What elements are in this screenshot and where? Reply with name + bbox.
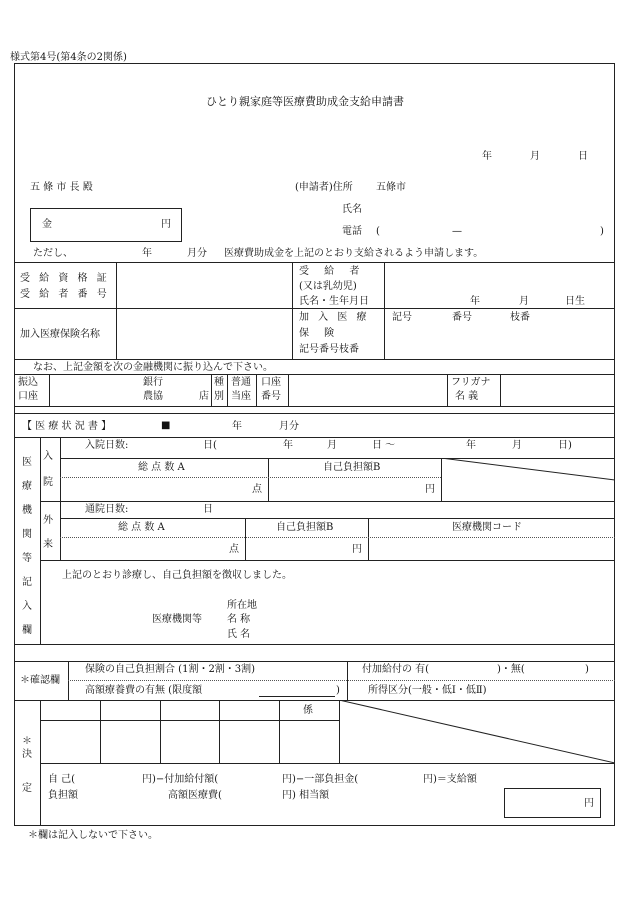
- bank-shubetsu-2: 別: [214, 391, 224, 402]
- org-address-label: 所在地: [227, 600, 257, 611]
- bank-shubetsu-1: 種: [214, 377, 224, 388]
- inpatient-label-2: 院: [43, 477, 53, 488]
- decision-jiko: 自 己(: [48, 774, 76, 785]
- confirm-income: 所得区分(一般・低Ⅰ・低Ⅱ): [368, 685, 487, 696]
- date-day-label: 日: [578, 151, 588, 162]
- org-person-label: 氏 名: [227, 629, 251, 640]
- inpatient-from-year: 年: [283, 440, 293, 451]
- decision-label-2: 定: [22, 783, 32, 794]
- proviso-month: 月分: [187, 248, 207, 259]
- medical-side-char: 関: [22, 529, 32, 540]
- insurance-mid-2: 保 険: [299, 328, 341, 339]
- recipient-birth-year: 年: [470, 296, 480, 307]
- medical-side-char: 記: [22, 577, 32, 588]
- bank-furigana: フリガナ: [451, 377, 491, 388]
- footnote: ＊欄は記入しないで下さい。: [28, 830, 158, 841]
- bank-koza: 口座: [261, 377, 281, 388]
- insurance-edaban: 枝番: [510, 312, 530, 323]
- applicant-phone-close: ): [600, 226, 604, 237]
- recipient-birth-month: 月: [519, 296, 529, 307]
- outpatient-day: 日: [203, 504, 213, 515]
- decision-strike: [339, 700, 615, 763]
- confirm-kogaku: 高額療養費の有無 (限度額: [85, 685, 203, 696]
- recipient-label-1: 受 給 資 格 証: [20, 273, 110, 284]
- decision-fuka-end: 円)−一部負担金(: [282, 774, 359, 785]
- bank-meigi: 名 義: [455, 391, 479, 402]
- outpatient-label-1: 外: [43, 515, 53, 526]
- medical-marker: ■: [161, 420, 171, 431]
- inpatient-to-year: 年: [466, 440, 476, 451]
- recipient-person-3: 氏名・生年月日: [299, 296, 369, 307]
- decision-futan: 負担額: [48, 790, 78, 801]
- medical-confirm-text: 上記のとおり診療し、自己負担額を徴収しました。: [62, 570, 292, 581]
- inpatient-from-day: 日 〜: [372, 440, 396, 451]
- inpatient-point-unit: 点: [252, 484, 262, 495]
- decision-kakari: 係: [303, 705, 313, 716]
- confirm-kogaku-end: ): [336, 685, 340, 696]
- form-title: ひとり親家庭等医療費助成金支給申請書: [206, 95, 404, 108]
- confirm-ratio: 保険の自己負担割合 (1割・2割・3割): [85, 664, 256, 675]
- insurance-mid-1: 加 入 医 療: [299, 312, 370, 323]
- outpatient-days-label: 通院日数:: [85, 504, 129, 515]
- proviso-year: 年: [142, 248, 152, 259]
- date-year-label: 年: [482, 151, 492, 162]
- org-name-label: 名 称: [227, 614, 251, 625]
- bank-ten: 店: [199, 391, 209, 402]
- bank-furikomi-2: 口座: [18, 391, 38, 402]
- insurance-bango: 番号: [452, 312, 472, 323]
- outpatient-point-unit: 点: [229, 544, 239, 555]
- proviso-prefix: ただし、: [33, 248, 73, 259]
- bank-bango: 番号: [261, 391, 281, 402]
- decision-jiko-end: 円)−付加給付額(: [142, 774, 219, 785]
- recipient-birth-day: 日生: [565, 296, 585, 307]
- medical-year: 年: [232, 421, 242, 432]
- medical-side-char: 機: [22, 505, 32, 516]
- date-month-label: 月: [530, 151, 540, 162]
- proviso-text: 医療費助成金を上記のとおり支給されるよう申請します。: [224, 248, 484, 259]
- medical-month: 月分: [279, 421, 299, 432]
- medical-header: 【 医 療 状 況 書 】: [22, 421, 112, 432]
- recipient-label-2: 受 給 者 番 号: [20, 289, 110, 300]
- applicant-phone-open: (: [376, 226, 380, 237]
- inpatient-yen: 円: [425, 484, 435, 495]
- medical-side-char: 欄: [22, 625, 32, 636]
- insurance-mid-3: 記号番号枝番: [299, 344, 359, 355]
- outpatient-yen: 円: [352, 544, 362, 555]
- applicant-address-value: 五條市: [376, 182, 406, 193]
- bank-furikomi-1: 振込: [18, 377, 38, 388]
- amount-box[interactable]: [30, 208, 182, 242]
- inpatient-copay-label: 自己負担額B: [323, 462, 381, 473]
- decision-yen: 円: [584, 798, 594, 809]
- confirm-additional-end: ): [585, 664, 589, 675]
- inpatient-day: 日(: [203, 440, 217, 451]
- medical-side-char: 等: [22, 553, 32, 564]
- applicant-name-label: 氏名: [342, 204, 362, 215]
- confirm-additional: 付加給付の 有(: [362, 664, 430, 675]
- medical-side-char: 療: [22, 481, 32, 492]
- applicant-address-label: (申請者)住所: [295, 182, 353, 193]
- decision-ichibu-end: 円)＝支給額: [423, 774, 477, 785]
- inpatient-points-label: 総 点 数 A: [138, 462, 185, 473]
- addressee: 五 條 市 長 殿: [30, 182, 93, 193]
- bank-toza: 当座: [231, 391, 251, 402]
- bank-ginko: 銀行: [143, 377, 163, 388]
- inpatient-days-label: 入院日数:: [85, 440, 129, 451]
- amount-kin-label: 金: [42, 219, 52, 230]
- amount-yen-label: 円: [161, 219, 171, 230]
- bank-futsu: 普通: [231, 377, 251, 388]
- confirm-label: ＊確認欄: [20, 675, 60, 686]
- applicant-phone-label: 電話: [342, 226, 362, 237]
- inpatient-from-month: 月: [327, 440, 337, 451]
- bank-nokyo: 農協: [143, 391, 163, 402]
- inpatient-to-month: 月: [512, 440, 522, 451]
- form-number: 様式第4号(第4条の2関係): [10, 52, 127, 63]
- outpatient-copay-label: 自己負担額B: [276, 522, 334, 533]
- confirm-additional-mid: )・無(: [497, 664, 525, 675]
- decision-label-1: 決: [22, 749, 32, 760]
- transfer-note: なお、上記金額を次の金融機関に振り込んで下さい。: [33, 362, 273, 373]
- outpatient-points-label: 総 点 数 A: [118, 522, 165, 533]
- recipient-person-1: 受 給 者: [299, 266, 366, 277]
- medical-side-char: 入: [22, 601, 32, 612]
- applicant-phone-dash: —: [452, 226, 462, 237]
- decision-kogaku: 高額医療費(: [168, 790, 222, 801]
- inpatient-to-day: 日): [558, 440, 572, 451]
- outpatient-label-2: 来: [43, 539, 53, 550]
- outpatient-code-label: 医療機関コード: [452, 522, 522, 533]
- recipient-person-2: (又は乳幼児): [299, 281, 357, 292]
- insurance-label: 加入医療保険名称: [20, 329, 100, 340]
- decision-kogaku-end: 円) 相当額: [282, 790, 330, 801]
- decision-star: ＊: [22, 736, 32, 747]
- org-label: 医療機関等: [152, 614, 202, 625]
- inpatient-label-1: 入: [43, 451, 53, 462]
- inpatient-strike: [441, 458, 615, 501]
- medical-side-char: 医: [22, 457, 32, 468]
- insurance-kigo: 記号: [392, 312, 412, 323]
